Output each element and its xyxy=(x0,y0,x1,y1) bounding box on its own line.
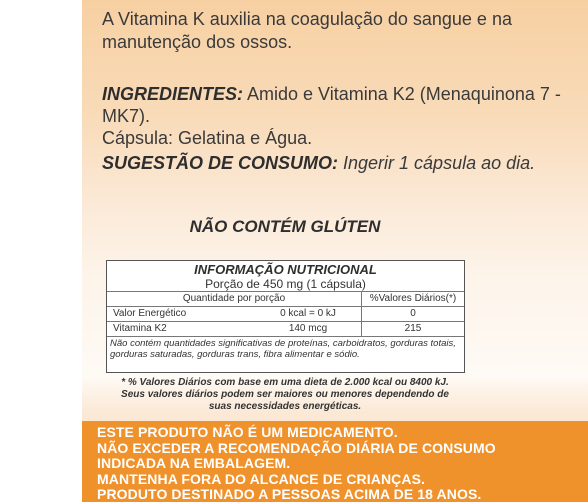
suggestion-text: Ingerir 1 cápsula ao dia. xyxy=(338,153,536,173)
table-row xyxy=(107,306,464,321)
nutrition-table xyxy=(106,260,465,373)
warning-line: PRODUTO DESTINADO A PESSOAS ACIMA DE 18 ANOS. xyxy=(97,486,482,502)
suggestion-section xyxy=(102,152,582,174)
nutrition-portion: Porção de 450 mg (1 cápsula) xyxy=(205,277,366,291)
warning-line: NÃO EXCEDER A RECOMENDAÇÃO DIÁRIA DE CONSUMO xyxy=(97,439,496,456)
table-header-row xyxy=(107,291,464,306)
capsule-text: Cápsula: Gelatina e Água. xyxy=(102,128,313,148)
row-amount: 0 kcal = 0 kJ xyxy=(280,308,336,319)
gluten-free-notice: NÃO CONTÉM GLÚTEN xyxy=(189,217,381,236)
daily-value-footnote: * % Valores Diários com base em uma dieta de 2.000 kcal ou 8400 kJ. Seus valores diários podem ser maiores ou menores dependendo de suas necessidades energéticas. xyxy=(121,377,449,412)
suggestion-label: SUGESTÃO DE CONSUMO: xyxy=(102,153,339,173)
nutrition-note: Não contém quantidades significativas de proteínas, carboidratos, gorduras totais, gorduras saturadas, gorduras trans, fibra alimentar e sódio. xyxy=(107,336,464,360)
row-daily-value: 0 xyxy=(410,308,416,319)
warning-line: INDICADA NA EMBALAGEM. xyxy=(97,455,291,471)
nutrition-title: INFORMAÇÃO NUTRICIONAL xyxy=(194,262,377,277)
ingredients-text: Amido e Vitamina K2 (Menaquinona 7 -MK7). xyxy=(102,84,561,126)
table-row xyxy=(107,321,464,336)
ingredients-label: INGREDIENTES: xyxy=(102,84,244,104)
row-daily-value: 215 xyxy=(404,323,422,334)
header-daily-value: %Valores Diários(*) xyxy=(369,293,457,304)
intro-text: A Vitamina K auxilia na coagulação do sangue e na manutenção dos ossos. xyxy=(102,9,512,52)
warning-banner xyxy=(82,421,588,502)
row-name: Valor Energético xyxy=(113,308,187,319)
warning-line: MANTENHA FORA DO ALCANCE DE CRIANÇAS. xyxy=(97,470,426,487)
warning-line: ESTE PRODUTO NÃO É UM MEDICAMENTO. xyxy=(97,424,398,440)
ingredients-section xyxy=(102,83,582,149)
row-amount: 140 mcg xyxy=(288,323,328,334)
header-quantity: Quantidade por porção xyxy=(182,293,286,304)
row-name: Vitamina K2 xyxy=(113,323,167,334)
label-panel xyxy=(82,0,588,502)
